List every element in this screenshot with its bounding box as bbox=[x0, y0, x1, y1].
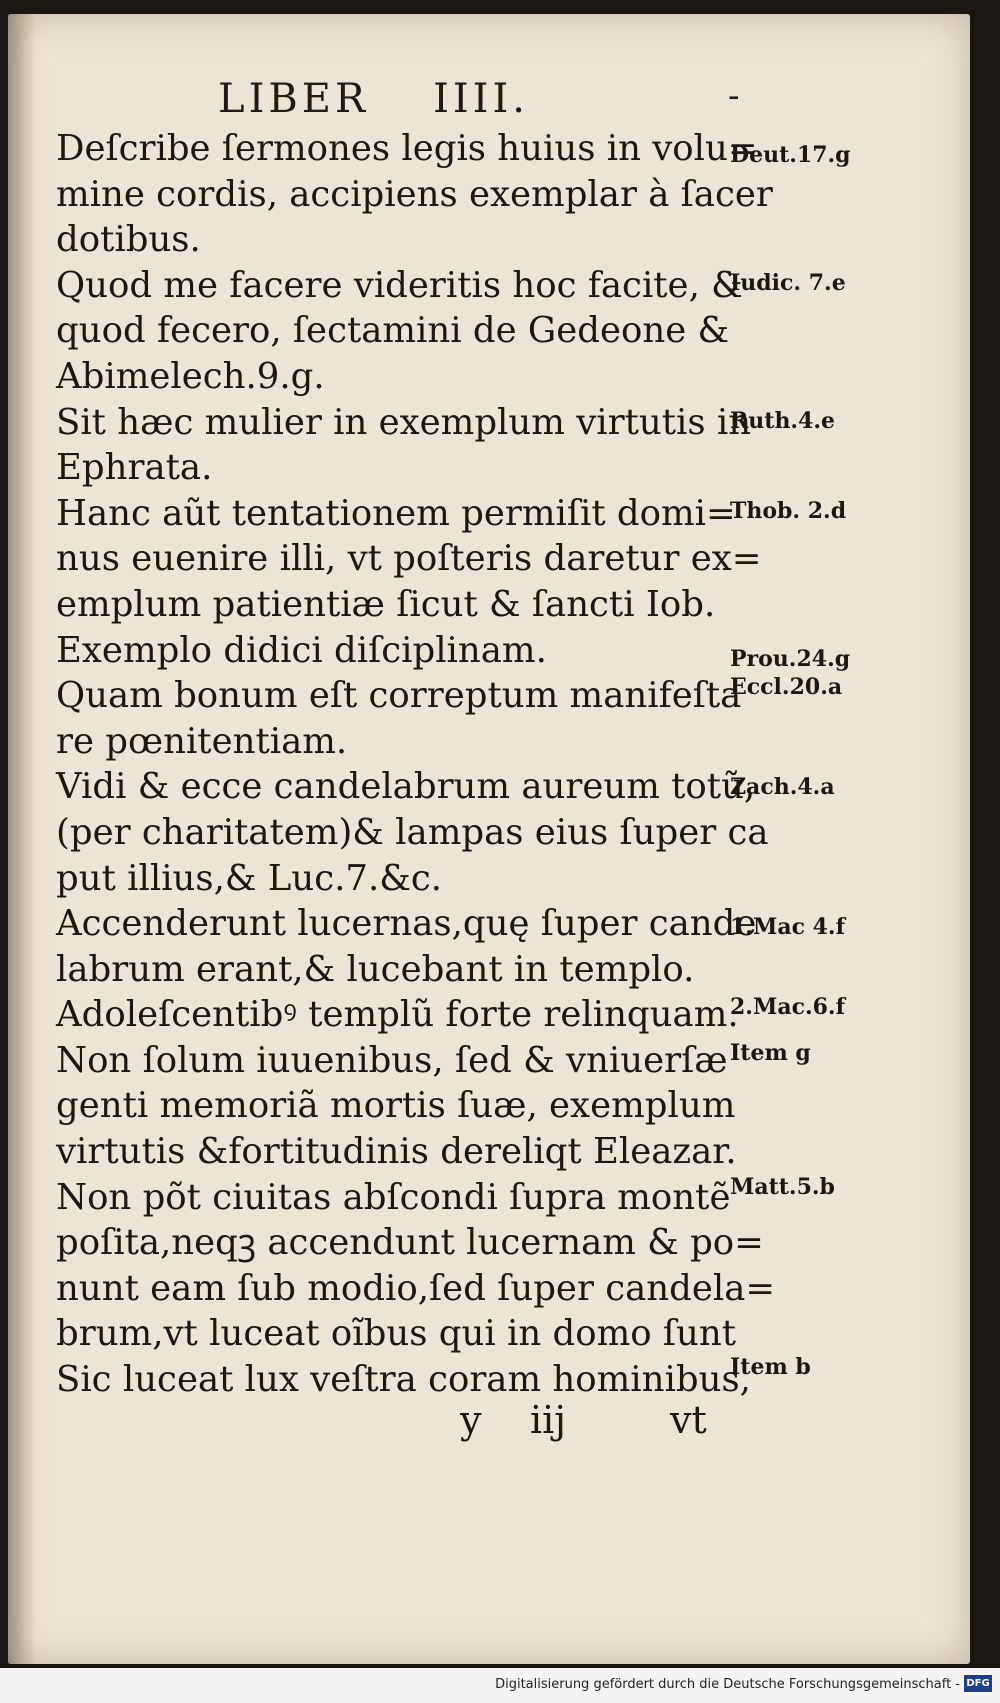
text-line: brum,vt luceat oĩbus qui in domo ſunt bbox=[56, 1313, 737, 1355]
margin-note: Matt.5.b bbox=[730, 1174, 835, 1200]
margin-note: Zach.4.a bbox=[730, 774, 835, 800]
margin-note: Thob. 2.d bbox=[730, 498, 847, 524]
text-line: labrum erant,& lucebant in templo. bbox=[56, 948, 695, 990]
text-line: Vidi & ecce candelabrum aureum totũ, bbox=[56, 766, 756, 808]
margin-note: Ruth.4.e bbox=[730, 408, 836, 434]
text-line: (per charitatem)& lampas eius ſuper ca bbox=[56, 811, 769, 853]
text-line: quod fecero, ſectamini de Gedeone & bbox=[56, 310, 730, 352]
text-line: Sic luceat lux veſtra coram hominibus, bbox=[56, 1359, 751, 1401]
footer-credit: Digitalisierung gefördert durch die Deutsche Forschungsgemeinschaft - bbox=[495, 1677, 960, 1692]
text-line: Adoleſcentibꝰ templũ forte relinquam. bbox=[56, 994, 739, 1036]
text-line: Abimelech.9.g. bbox=[56, 355, 325, 397]
margin-note: Eccl.20.a bbox=[730, 674, 843, 700]
text-line: emplum patientiæ ſicut & ſancti Iob. bbox=[56, 583, 716, 625]
signature-number: iij bbox=[530, 1398, 567, 1442]
text-line: Accenderunt lucernas,quę ſuper cande bbox=[56, 903, 757, 945]
text-line: Quam bonum eſt correptum manifeſta bbox=[56, 675, 742, 717]
margin-note: 1.Mac 4.f bbox=[730, 914, 846, 940]
running-head-title: LIBER bbox=[218, 76, 370, 122]
signature-mark: y bbox=[460, 1398, 482, 1442]
text-line: dotibus. bbox=[56, 219, 201, 261]
text-line: nunt eam ſub modio,ſed ſuper candela= bbox=[56, 1267, 776, 1309]
book-page bbox=[8, 14, 970, 1664]
running-head bbox=[218, 76, 529, 122]
text-line: genti memoriã mortis ſuæ, exemplum bbox=[56, 1085, 736, 1127]
text-line: re pœnitentiam. bbox=[56, 720, 348, 762]
text-line: Exemplo didici diſciplinam. bbox=[56, 629, 547, 671]
margin-note: Deut.17.g bbox=[730, 142, 851, 168]
margin-note: 2.Mac.6.f bbox=[730, 994, 846, 1020]
dfg-logo-icon: DFG bbox=[964, 1675, 992, 1692]
text-line: Sit hæc mulier in exemplum virtutis in bbox=[56, 401, 752, 443]
margin-note: Item g bbox=[730, 1040, 811, 1066]
text-line: Ephrata. bbox=[56, 447, 213, 489]
text-line: mine cordis, accipiens exemplar à ſacer bbox=[56, 173, 773, 215]
margin-note: Item b bbox=[730, 1354, 811, 1380]
catchword: vt bbox=[670, 1398, 707, 1442]
text-line: Hanc aũt tentationem permiſit domi= bbox=[56, 492, 736, 534]
text-line: put illius,& Luc.7.&c. bbox=[56, 857, 443, 899]
margin-note: Prou.24.g bbox=[730, 646, 851, 672]
text-line: poſita,neqꝫ accendunt lucernam & po= bbox=[56, 1222, 764, 1264]
text-line: Non põt ciuitas abſcondi ſupra montẽ bbox=[56, 1176, 731, 1218]
running-head-number: IIII. bbox=[433, 76, 529, 122]
text-line: Quod me facere videritis hoc facite, & bbox=[56, 264, 743, 306]
head-mark: - bbox=[728, 76, 740, 116]
margin-note: Iudic. 7.e bbox=[730, 270, 846, 296]
text-line: Non ſolum iuuenibus, ſed & vniuerſæ bbox=[56, 1039, 728, 1081]
text-line: Deſcribe ſermones legis huius in volu= bbox=[56, 128, 758, 169]
text-line: virtutis &fortitudinis dereliqt Eleazar. bbox=[56, 1131, 737, 1173]
text-line: nus euenire illi, vt poſteris daretur ex= bbox=[56, 538, 762, 580]
